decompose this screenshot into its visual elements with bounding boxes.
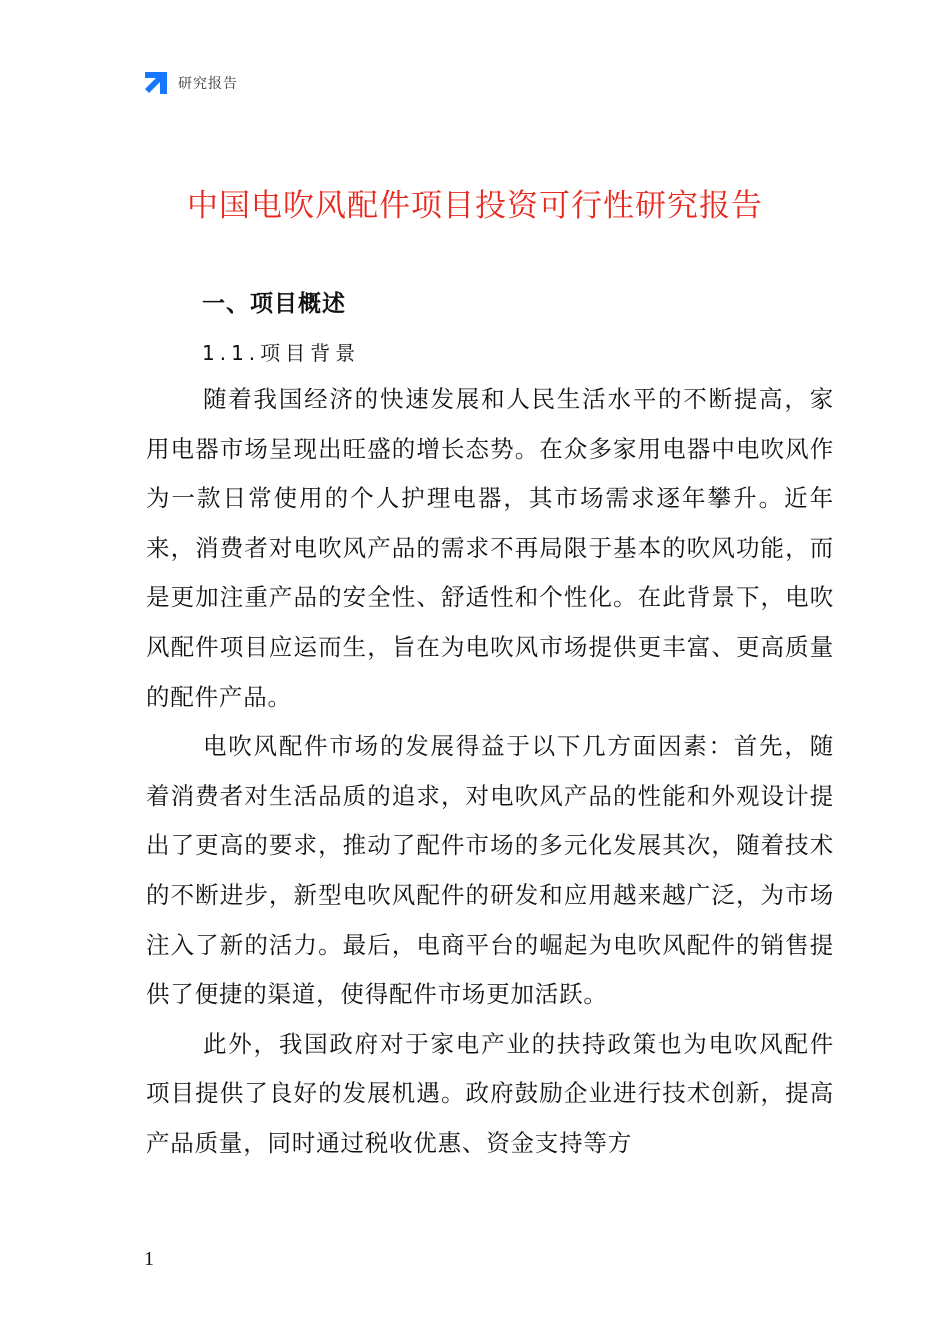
document-title: 中国电吹风配件项目投资可行性研究报告	[187, 188, 763, 224]
arrow-up-right-icon	[143, 70, 169, 96]
header-label: 研究报告	[178, 76, 238, 92]
body-text	[146, 375, 834, 1169]
report-header	[143, 68, 238, 98]
section-heading: 一、项目概述	[202, 291, 346, 317]
subsection-heading: 1.1.项目背景	[202, 341, 361, 365]
paragraph: 此外，我国政府对于家电产业的扶持政策也为电吹风配件项目提供了良好的发展机遇。政府鼓励企业进行技术创新，提高产品质量，同时通过税收优惠、资金支持等方	[146, 1029, 834, 1157]
paragraph: 随着我国经济的快速发展和人民生活水平的不断提高，家用电器市场呈现出旺盛的增长态势。在众多家用电器中电吹风作为一款日常使用的个人护理电器，其市场需求逐年攀升。近年来，消费者对电吹风产品的需求不再局限于基本的吹风功能，而是更加注重产品的安全性、舒适性和个性化。在此背景下，电吹风配件项目应运而生，旨在为电吹风市场提供更丰富、更高质量的配件产品。	[146, 385, 834, 711]
paragraph: 电吹风配件市场的发展得益于以下几方面因素：首先，随着消费者对生活品质的追求，对电吹风产品的性能和外观设计提出了更高的要求，推动了配件市场的多元化发展其次，随着技术的不断进步，新型电吹风配件的研发和应用越来越广泛，为市场注入了新的活力。最后，电商平台的崛起为电吹风配件的销售提供了便捷的渠道，使得配件市场更加活跃。	[146, 732, 834, 1009]
page-number: 1	[144, 1248, 154, 1270]
